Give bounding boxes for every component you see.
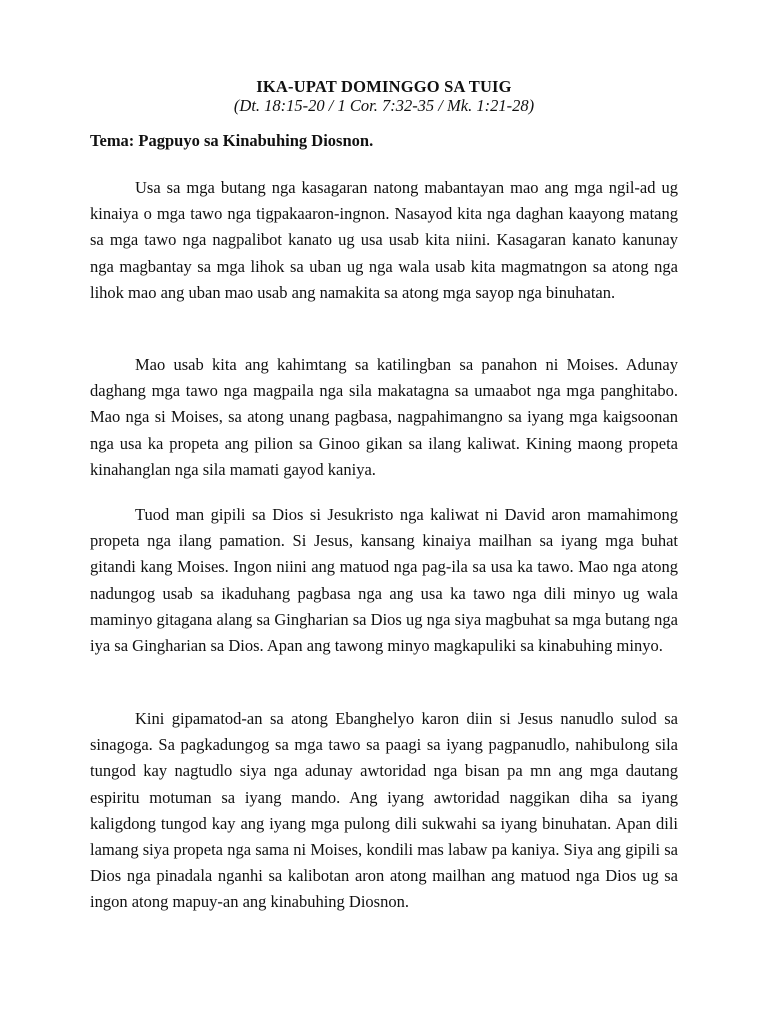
document-title: IKA-UPAT DOMINGGO SA TUIG xyxy=(256,77,512,96)
document-page xyxy=(90,0,678,1024)
scripture-references: (Dt. 18:15-20 / 1 Cor. 7:32-35 / Mk. 1:21-28) xyxy=(233,96,535,115)
paragraph-2: Mao usab kita ang kahimtang sa katilingban sa panahon ni Moises. Adunay daghang mga tawo nga magpaila nga sila makatagna sa umaabot nga mga panghitabo. Mao nga si Moises, sa atong unang pagbasa, nagpahimangno sa iyang mga kaigsoonan nga usa ka propeta ang pilion sa Ginoo gikan sa ilang kaliwat. Kining maong propeta kinahanglan nga sila mamati gayod kaniya. xyxy=(90,355,678,479)
theme-heading: Tema: Pagpuyo sa Kinabuhing Diosnon. xyxy=(90,131,374,150)
paragraph-4: Kini gipamatod-an sa atong Ebanghelyo karon diin si Jesus nanudlo sulod sa sinagoga. Sa pagkadungog sa mga tawo sa paagi sa iyang pagpanudlo, nahibulong sila tungod kay nagtudlo siya nga adunay awtoridad nga bisan pa mn ang mga dautang espiritu motuman sa iyang mando. Ang iyang awtoridad naggikan diha sa iyang kaligdong tungod kay ang iyang mga pulong dili sukwahi sa iyang binuhatan. Apan dili lamang siya propeta nga sama ni Moises, kondili mas labaw pa kaniya. Siya ang gipili sa Dios nga pinadala nganhi sa kalibotan aron atong mailhan ang matuod nga Dios ug sa ingon atong mapuy-an ang kinabuhing Diosnon. xyxy=(90,709,678,912)
paragraph-3: Tuod man gipili sa Dios si Jesukristo nga kaliwat ni David aron mamahimong propeta nga ilang pamation. Si Jesus, kansang kinaiya mailhan sa iyang mga buhat gitandi kang Moises. Ingon niini ang matuod nga pag-ila sa usa ka tawo. Mao nga atong nadungog usab sa ikaduhang pagbasa nga ang usa ka tawo nga dili minyo ug wala maminyo gitagana alang sa Gingharian sa Dios ug nga siya magbuhat sa mga butang nga iya sa Gingharian sa Dios. Apan ang tawong minyo magkapuliki sa kinabuhing minyo. xyxy=(90,505,678,656)
paragraph-1: Usa sa mga butang nga kasagaran natong mabantayan mao ang mga ngil-ad ug kinaiya o mga tawo nga tigpakaaron-ingnon. Nasayod kita nga daghan kaayong matang sa mga tawo nga nagpalibot kanato ug usa usab kita niini. Kasagaran kanato kanunay nga magbantay sa mga lihok sa uban ug nga wala usab kita magmatngon sa atong nga lihok mao ang uban mao usab ang namakita sa atong mga sayop nga binuhatan. xyxy=(90,178,678,302)
